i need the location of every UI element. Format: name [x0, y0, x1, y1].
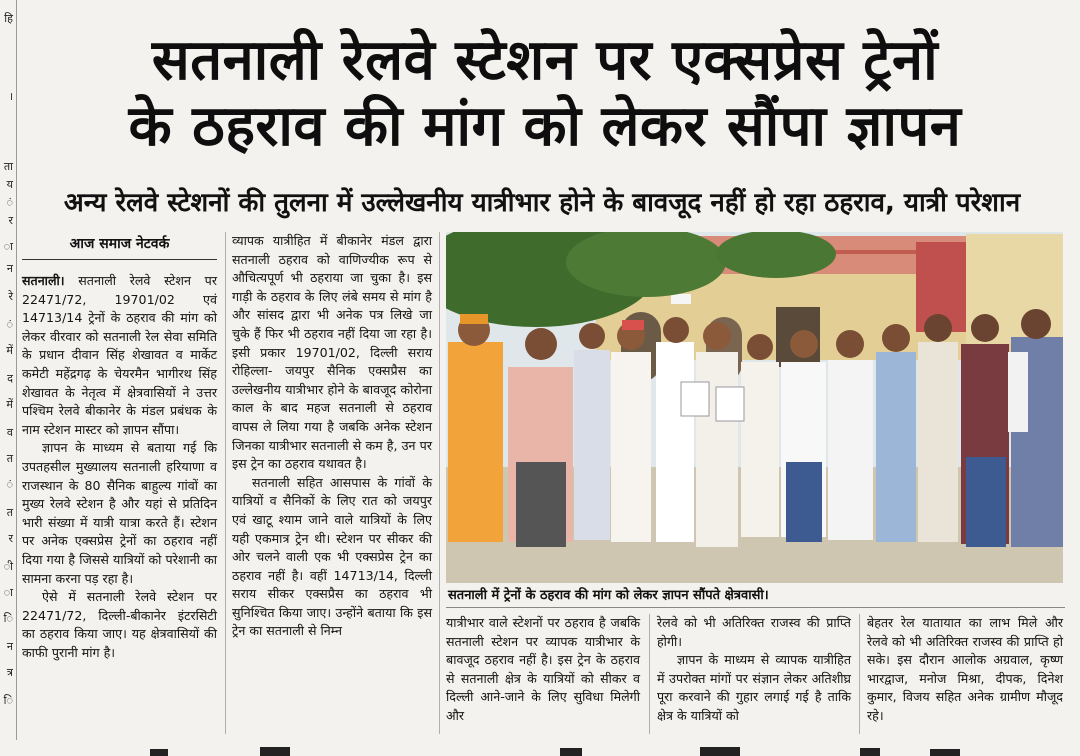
paragraph: रेलवे को भी अतिरिक्त राजस्व की प्राप्ति होगी।: [657, 615, 851, 649]
column-divider: [859, 614, 860, 734]
headline-line-2: के ठहराव की मांग को लेकर सौंपा ज्ञापन: [128, 94, 962, 159]
article-column-1: [22, 272, 217, 662]
clipped-text-shapes: [0, 743, 1080, 756]
paragraph: यात्रीभार वाले स्टेशनों पर ठहराव है जबकि सतनाली स्टेशन पर व्यापक यात्रीभार के बावजूद ठहराव नहीं है। इस ट्रेन के ठहराव से सतनाली क्षेत्र के यात्रियों को सीकर व दिल्ली आने-जाने के लिए सुविधा मिलेगी और: [446, 615, 640, 723]
paragraph: ऐसे में सतनाली रेलवे स्टेशन पर 22471/72, दिल्ली-बीकानेर इंटरसिटी का ठहराव किया जाए। यह क्षेत्रवासियों की काफी पुरानी मांग है।: [22, 589, 217, 660]
subheadline: अन्य रेलवे स्टेशनों की तुलना में उल्लेखनीय यात्रीभार होने के बावजूद नहीं हो रहा ठहराव, यात्री परेशान: [63, 188, 1021, 218]
headline-line-1: सतनाली रेलवे स्टेशन पर एक्सप्रेस ट्रेनों: [151, 28, 939, 93]
paragraph-text: सतनाली रेलवे स्टेशन पर 22471/72, 19701/02 एवं 14713/14 ट्रेनों के ठहराव की मांग को लेकर वीरवार को सतनाली रेल सेवा समिति के प्रधान दीवान सिंह शेखावत व मार्केट कमेटी महेंद्रगढ़ के चेयरमैन भागीरथ सिंह शेखावत के नेतृत्व में क्षेत्रवासियों ने उत्तर पश्चिम रेलवे बीकानेर के मंडल प्रबंधक के नाम स्टेशन मास्टर को ज्ञापन सौंपा।: [22, 273, 217, 437]
paragraph: [22, 272, 217, 439]
article-column-5: [867, 614, 1063, 726]
article-column-3: [446, 614, 640, 726]
paragraph: सतनाली सहित आसपास के गांवों के यात्रियों व सैनिकों के लिए रात को जयपुर एवं खाटू श्याम जाने वाले यात्रियों के लिए यही एकमात्र ट्रेन थी। स्टेशन पर सीकर की ओर चलने वाली एक भी एक्सप्रेस ट्रेन का ठहराव नहीं है। वहीं 14713/14, दिल्ली सराय सीकर एक्सप्रैस का ठहराव भी सुनिश्चित किया जाए। उन्होंने बताया कि इस ट्रेन का सतनाली से निम्न: [232, 474, 432, 639]
column-divider: [225, 232, 226, 734]
next-headline-clipped: [0, 742, 1080, 756]
adjacent-article-clipped: हि । ता य ं र ा न रे ं में द में व त ं त र ी ा ि न त्र ि: [0, 0, 17, 740]
paragraph: बेहतर रेल यातायात का लाभ मिले और रेलवे को भी अतिरिक्त राजस्व की प्राप्ति हो सके। इस दौरान आलोक अग्रवाल, कृष्ण भारद्वाज, मनोज मिश्रा, दीपक, दिनेश कुमार, विजय सहित अनेक ग्रामीण मौजूद रहे।: [867, 615, 1063, 723]
news-photo: [446, 232, 1063, 583]
article-column-4: [657, 614, 851, 726]
column-divider: [439, 232, 440, 734]
paragraph: ज्ञापन के माध्यम से व्यापक यात्रीहित में उपरोक्त मांगों पर संज्ञान लेकर अतिशीघ्र पूरा करवाने की गुहार लगाई गई है ताकि क्षेत्र के यात्रियों को: [657, 652, 851, 723]
article-column-2: [232, 232, 432, 641]
photo-caption: सतनाली में ट्रेनों के ठहराव की मांग को लेकर ज्ञापन सौंपते क्षेत्रवासी।: [446, 585, 1065, 608]
paragraph: ज्ञापन के माध्यम से बताया गई कि उपतहसील मुख्यालय सतनाली हरियाणा व राजस्थान के 80 सैनिक बाहुल्य गांवों का मुख्य रेलवे स्टेशन है और यहां से प्रतिदिन भारी संख्या में यात्री यात्रा करते हैं। स्टेशन पर अनेक एक्सप्रेस ट्रेनों का ठहराव नहीं दिया गया है जिससे यात्रियों को परेशानी का सामना करना पड़ रहा है।: [22, 440, 217, 586]
paragraph: व्यापक यात्रीहित में बीकानेर मंडल द्वारा सतनाली ठहराव को वाणिज्यीक रूप से औचित्यपूर्ण भी ठहराया जा चुका है। इस गाड़ी के ठहराव के लिए लंबे समय से मांग है और सांसद द्वारा भी अनेक पत्र लिखे जा चुके हैं फिर भी ठहराव नहीं दिया जा रहा है। इसी प्रकार 19701/02, दिल्ली सराय रोहिल्ला- जयपुर सैनिक एक्सप्रैस का उल्लेखनीय यात्रीभार होने के बावजूद कोरोना काल के बाद महज सतनाली से ठहराव वापस ले लिया गया है जबकि अनेक स्टेशन जिनका यात्रीभार सतनाली से कम है, उन पर इस ट्रेन का ठहराव यथावत है।: [232, 233, 432, 472]
byline: आज समाज नेटवर्क: [22, 234, 217, 260]
column-divider: [649, 614, 650, 734]
photo-illustration: [446, 232, 1063, 583]
dateline: सतनाली।: [22, 273, 65, 288]
